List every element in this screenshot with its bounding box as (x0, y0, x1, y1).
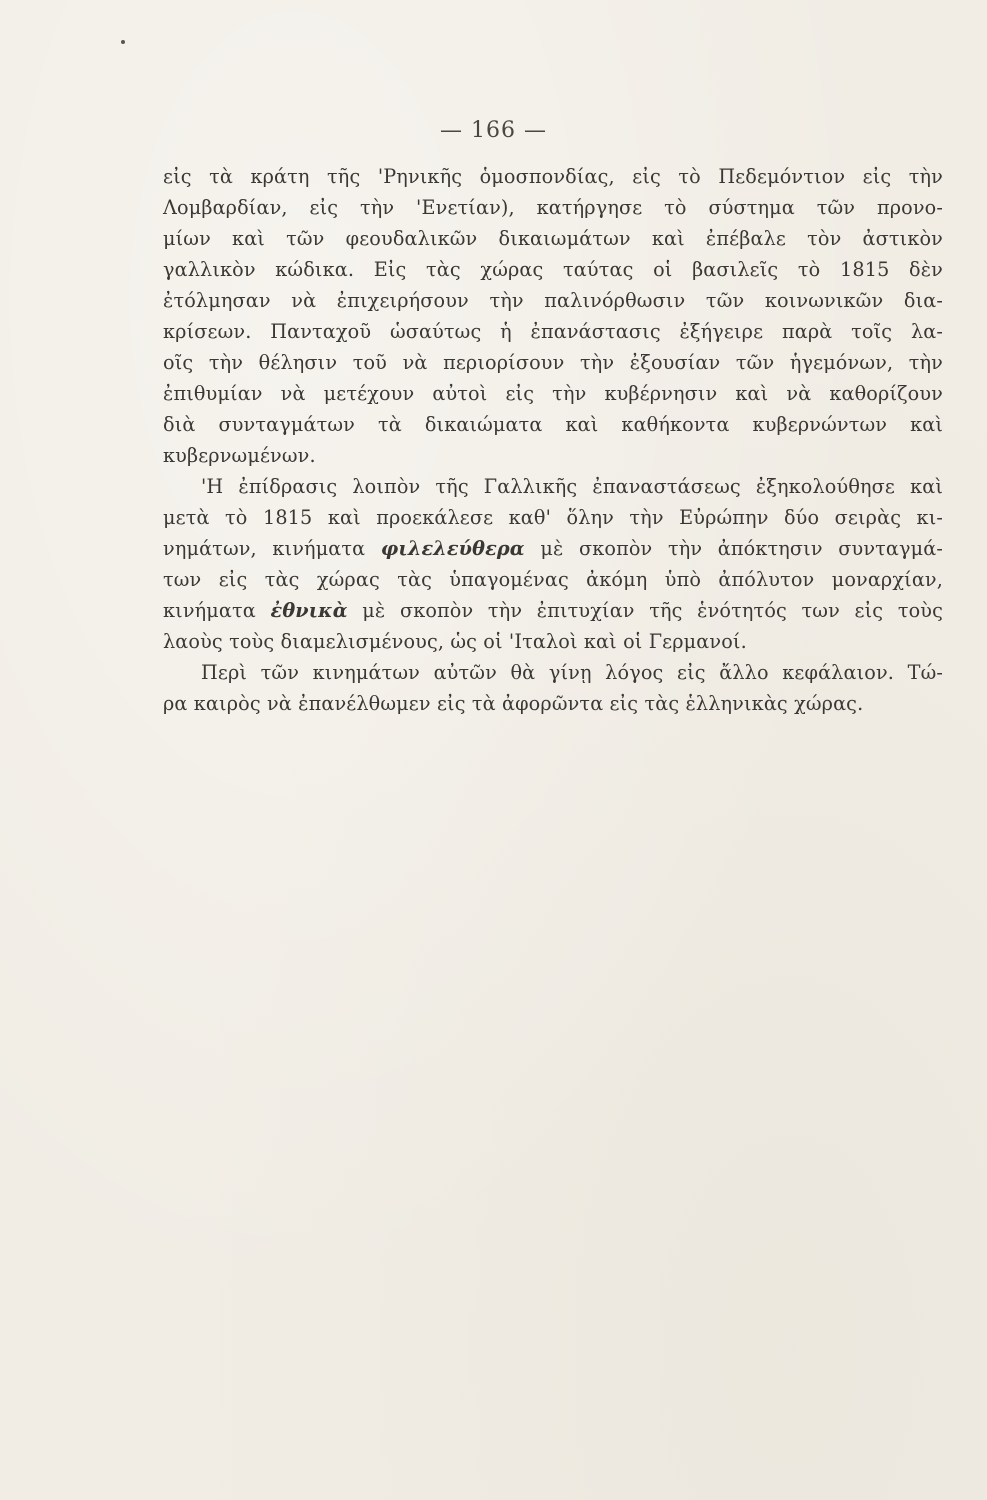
text-line: διὰ συνταγμάτων τὰ δικαιώματα καὶ καθήκοντα κυβερνώντων καὶ (163, 413, 943, 436)
paragraph-3 (163, 657, 943, 719)
paragraph-2 (163, 471, 943, 657)
text-line: ἐπιθυμίαν νὰ μετέχουν αὐτοὶ εἰς τὴν κυβέρνησιν καὶ νὰ καθορίζουν (163, 382, 943, 405)
text-line: μίων καὶ τῶν φεουδαλικῶν δικαιωμάτων καὶ ἐπέβαλε τὸν ἀστικὸν (163, 227, 943, 250)
text-run: νημάτων, κινήματα (163, 537, 381, 560)
text-line: ἐτόλμησαν νὰ ἐπιχειρήσουν τὴν παλινόρθωσιν τῶν κοινωνικῶν δια- (163, 289, 943, 312)
emphasized-word: φιλελεύθερα (380, 537, 525, 560)
body-text (163, 161, 943, 719)
text-line: γαλλικὸν κώδικα. Εἰς τὰς χώρας ταύτας οἱ βασιλεῖς τὸ 1815 δὲν (163, 258, 943, 281)
text-line: Περὶ τῶν κινημάτων αὐτῶν θὰ γίνῃ λόγος εἰς ἄλλο κεφάλαιον. Τώ- (201, 661, 943, 684)
text-run: κινήματα (163, 599, 271, 622)
text-line: κρίσεων. Πανταχοῦ ὡσαύτως ἡ ἐπανάστασις ἐξήγειρε παρὰ τοῖς λα- (163, 320, 943, 343)
text-line: λαοὺς τοὺς διαμελισμένους, ὡς οἱ 'Ιταλοὶ καὶ οἱ Γερμανοί. (163, 630, 747, 653)
text-line-with-emphasis (163, 533, 943, 564)
text-line: εἰς τὰ κράτη τῆς 'Ρηνικῆς ὁμοσπονδίας, εἰς τὸ Πεδεμόντιον εἰς τὴν (163, 165, 943, 188)
text-run: μὲ σκοπὸν τὴν ἀπόκτησιν συνταγμά- (524, 537, 943, 560)
text-line: 'Η ἐπίδρασις λοιπὸν τῆς Γαλλικῆς ἐπαναστάσεως ἐξηκολούθησε καὶ (201, 475, 943, 498)
text-line: των εἰς τὰς χώρας τὰς ὑπαγομένας ἀκόμη ὑπὸ ἀπόλυτον μοναρχίαν, (163, 568, 943, 591)
text-line: ρα καιρὸς νὰ ἐπανέλθωμεν εἰς τὰ ἀφορῶντα εἰς τὰς ἑλληνικὰς χώρας. (163, 692, 864, 715)
text-line: οῖς τὴν θέλησιν τοῦ νὰ περιορίσουν τὴν ἐξουσίαν τῶν ἡγεμόνων, τὴν (163, 351, 943, 374)
text-line: Λομβαρδίαν, εἰς τὴν 'Ενετίαν), κατήργησε τὸ σύστημα τῶν προνο- (163, 196, 943, 219)
emphasized-word: ἐθνικὰ (270, 599, 348, 622)
text-line: μετὰ τὸ 1815 καὶ προεκάλεσε καθ' ὅλην τὴν Εὐρώπην δύο σειρὰς κι- (163, 506, 943, 529)
text-line: κυβερνωμένων. (163, 444, 316, 467)
ink-speck (121, 40, 125, 44)
text-run: μὲ σκοπὸν τὴν ἐπιτυχίαν τῆς ἑνότητός των εἰς τοὺς (347, 599, 944, 622)
paragraph-1 (163, 161, 943, 471)
text-line-with-emphasis (163, 595, 943, 626)
page-number: — 166 — (440, 118, 547, 143)
